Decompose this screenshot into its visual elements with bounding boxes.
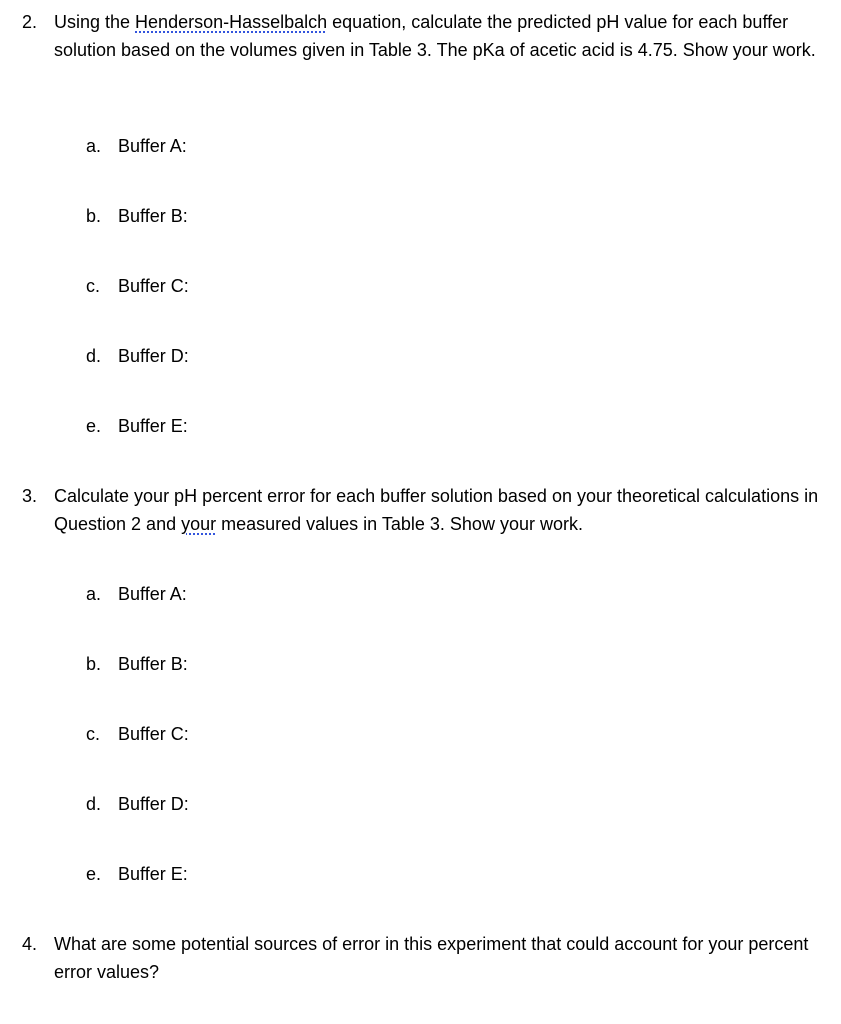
item-letter: b. xyxy=(86,654,102,674)
question-number: 4. xyxy=(22,934,38,954)
list-item xyxy=(86,272,189,300)
question-text xyxy=(54,482,827,538)
item-label: Buffer D: xyxy=(118,794,189,814)
list-item xyxy=(86,580,187,608)
item-letter: b. xyxy=(86,206,102,226)
list-item xyxy=(86,650,188,678)
list-item xyxy=(86,412,188,440)
spellcheck-underlined-word: your xyxy=(181,514,217,534)
item-letter: c. xyxy=(86,276,101,296)
item-label: Buffer B: xyxy=(118,206,188,226)
question-number: 3. xyxy=(22,486,38,506)
question-text-part: equation, calculate the predicted pH value for each buffer solution based on the volumes given in Table 3. The pKa of acetic acid is 4.75. Show your work. xyxy=(54,12,816,60)
item-letter: d. xyxy=(86,346,102,366)
item-label: Buffer A: xyxy=(118,584,187,604)
spellcheck-underlined-word: Henderson-Hasselbalch xyxy=(135,12,328,32)
item-letter: a. xyxy=(86,584,102,604)
question-4 xyxy=(22,930,827,986)
item-letter: a. xyxy=(86,136,102,156)
list-item xyxy=(86,132,187,160)
item-letter: e. xyxy=(86,864,102,884)
list-item xyxy=(86,720,189,748)
list-item xyxy=(86,790,189,818)
question-3 xyxy=(22,482,827,538)
question-text-part: Calculate your pH percent error for each buffer solution based on your theoretical calculations in Question 2 and xyxy=(54,486,819,534)
item-label: Buffer A: xyxy=(118,136,187,156)
question-number: 2. xyxy=(22,12,38,32)
list-item xyxy=(86,342,189,370)
question-text-part: measured values in Table 3. Show your work. xyxy=(216,514,583,534)
item-letter: d. xyxy=(86,794,102,814)
item-label: Buffer C: xyxy=(118,724,189,744)
list-item xyxy=(86,202,188,230)
item-letter: c. xyxy=(86,724,101,744)
item-letter: e. xyxy=(86,416,102,436)
item-label: Buffer D: xyxy=(118,346,189,366)
question-2 xyxy=(22,8,827,64)
question-text xyxy=(54,8,827,64)
list-item xyxy=(86,860,188,888)
item-label: Buffer E: xyxy=(118,416,188,436)
item-label: Buffer C: xyxy=(118,276,189,296)
question-text-part: Using the xyxy=(54,12,136,32)
item-label: Buffer E: xyxy=(118,864,188,884)
question-text: What are some potential sources of error in this experiment that could account for your percent error values? xyxy=(54,934,809,982)
item-label: Buffer B: xyxy=(118,654,188,674)
